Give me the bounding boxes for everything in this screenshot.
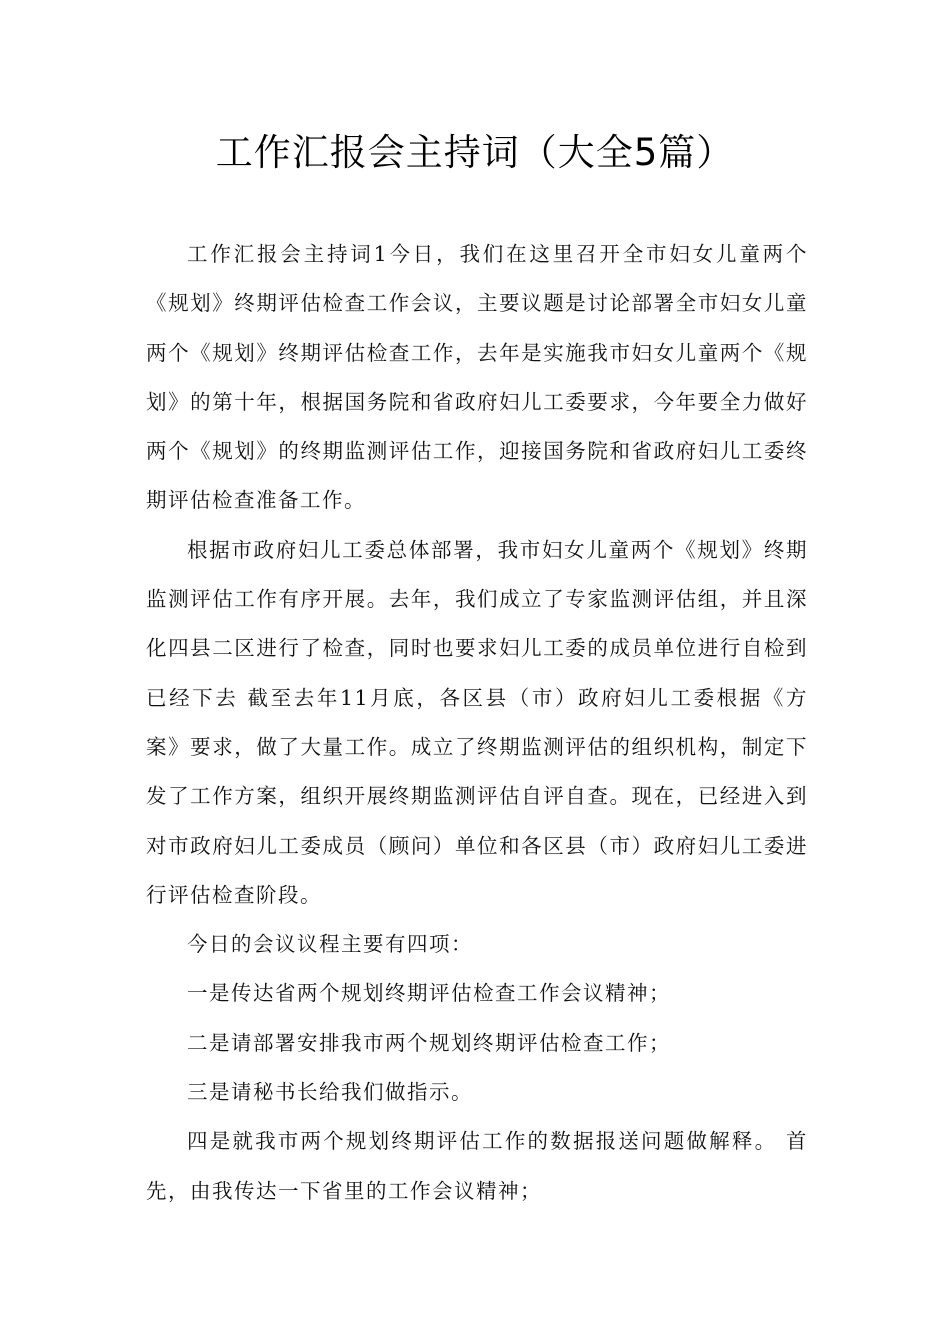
paragraph-5: 二是请部署安排我市两个规划终期评估检查工作； <box>187 1030 671 1055</box>
paragraph-1: 工作汇报会主持词1今日，我们在这里召开全市妇女儿童两个《规划》终期评估检查工作会议，主要议题是讨论部署全市妇女儿童两个《规划》终期评估检查工作，去年是实施我市妇女儿童两个《规划》的第十年，根据国务院和省政府妇儿工委要求，今年要全力做好两个《规划》的终期监测评估工作，迎接国务院和省政府妇儿工委终期评估检查准备工作。 <box>146 242 808 513</box>
paragraph-2: 根据市政府妇儿工委总体部署，我市妇女儿童两个《规划》终期监测评估工作有序开展。去年，我们成立了专家监测评估组，并且深化四县二区进行了检查，同时也要求妇儿工委的成员单位进行自检到已经下去 截至去年11月底，各区县（市）政府妇儿工委根据《方案》要求，做了大量工作。成立了终期监测评估的组织机构，制定下发了工作方案，组织开展终期监测评估自评自查。现在，已经进入到对市政府妇儿工委成员（顾问）单位和各区县（市）政府妇儿工委进行评估检查阶段。 <box>146 537 808 907</box>
paragraph-3: 今日的会议议程主要有四项： <box>187 932 473 957</box>
paragraph-6: 三是请秘书长给我们做指示。 <box>187 1080 473 1105</box>
document-title: 工作汇报会主持词（大全5篇） <box>215 131 735 174</box>
paragraph-4: 一是传达省两个规划终期评估检查工作会议精神； <box>187 981 671 1006</box>
document-body <box>146 230 808 1216</box>
paragraph-7: 四是就我市两个规划终期评估工作的数据报送问题做解释。 首先，由我传达一下省里的工作会议精神； <box>146 1129 808 1203</box>
